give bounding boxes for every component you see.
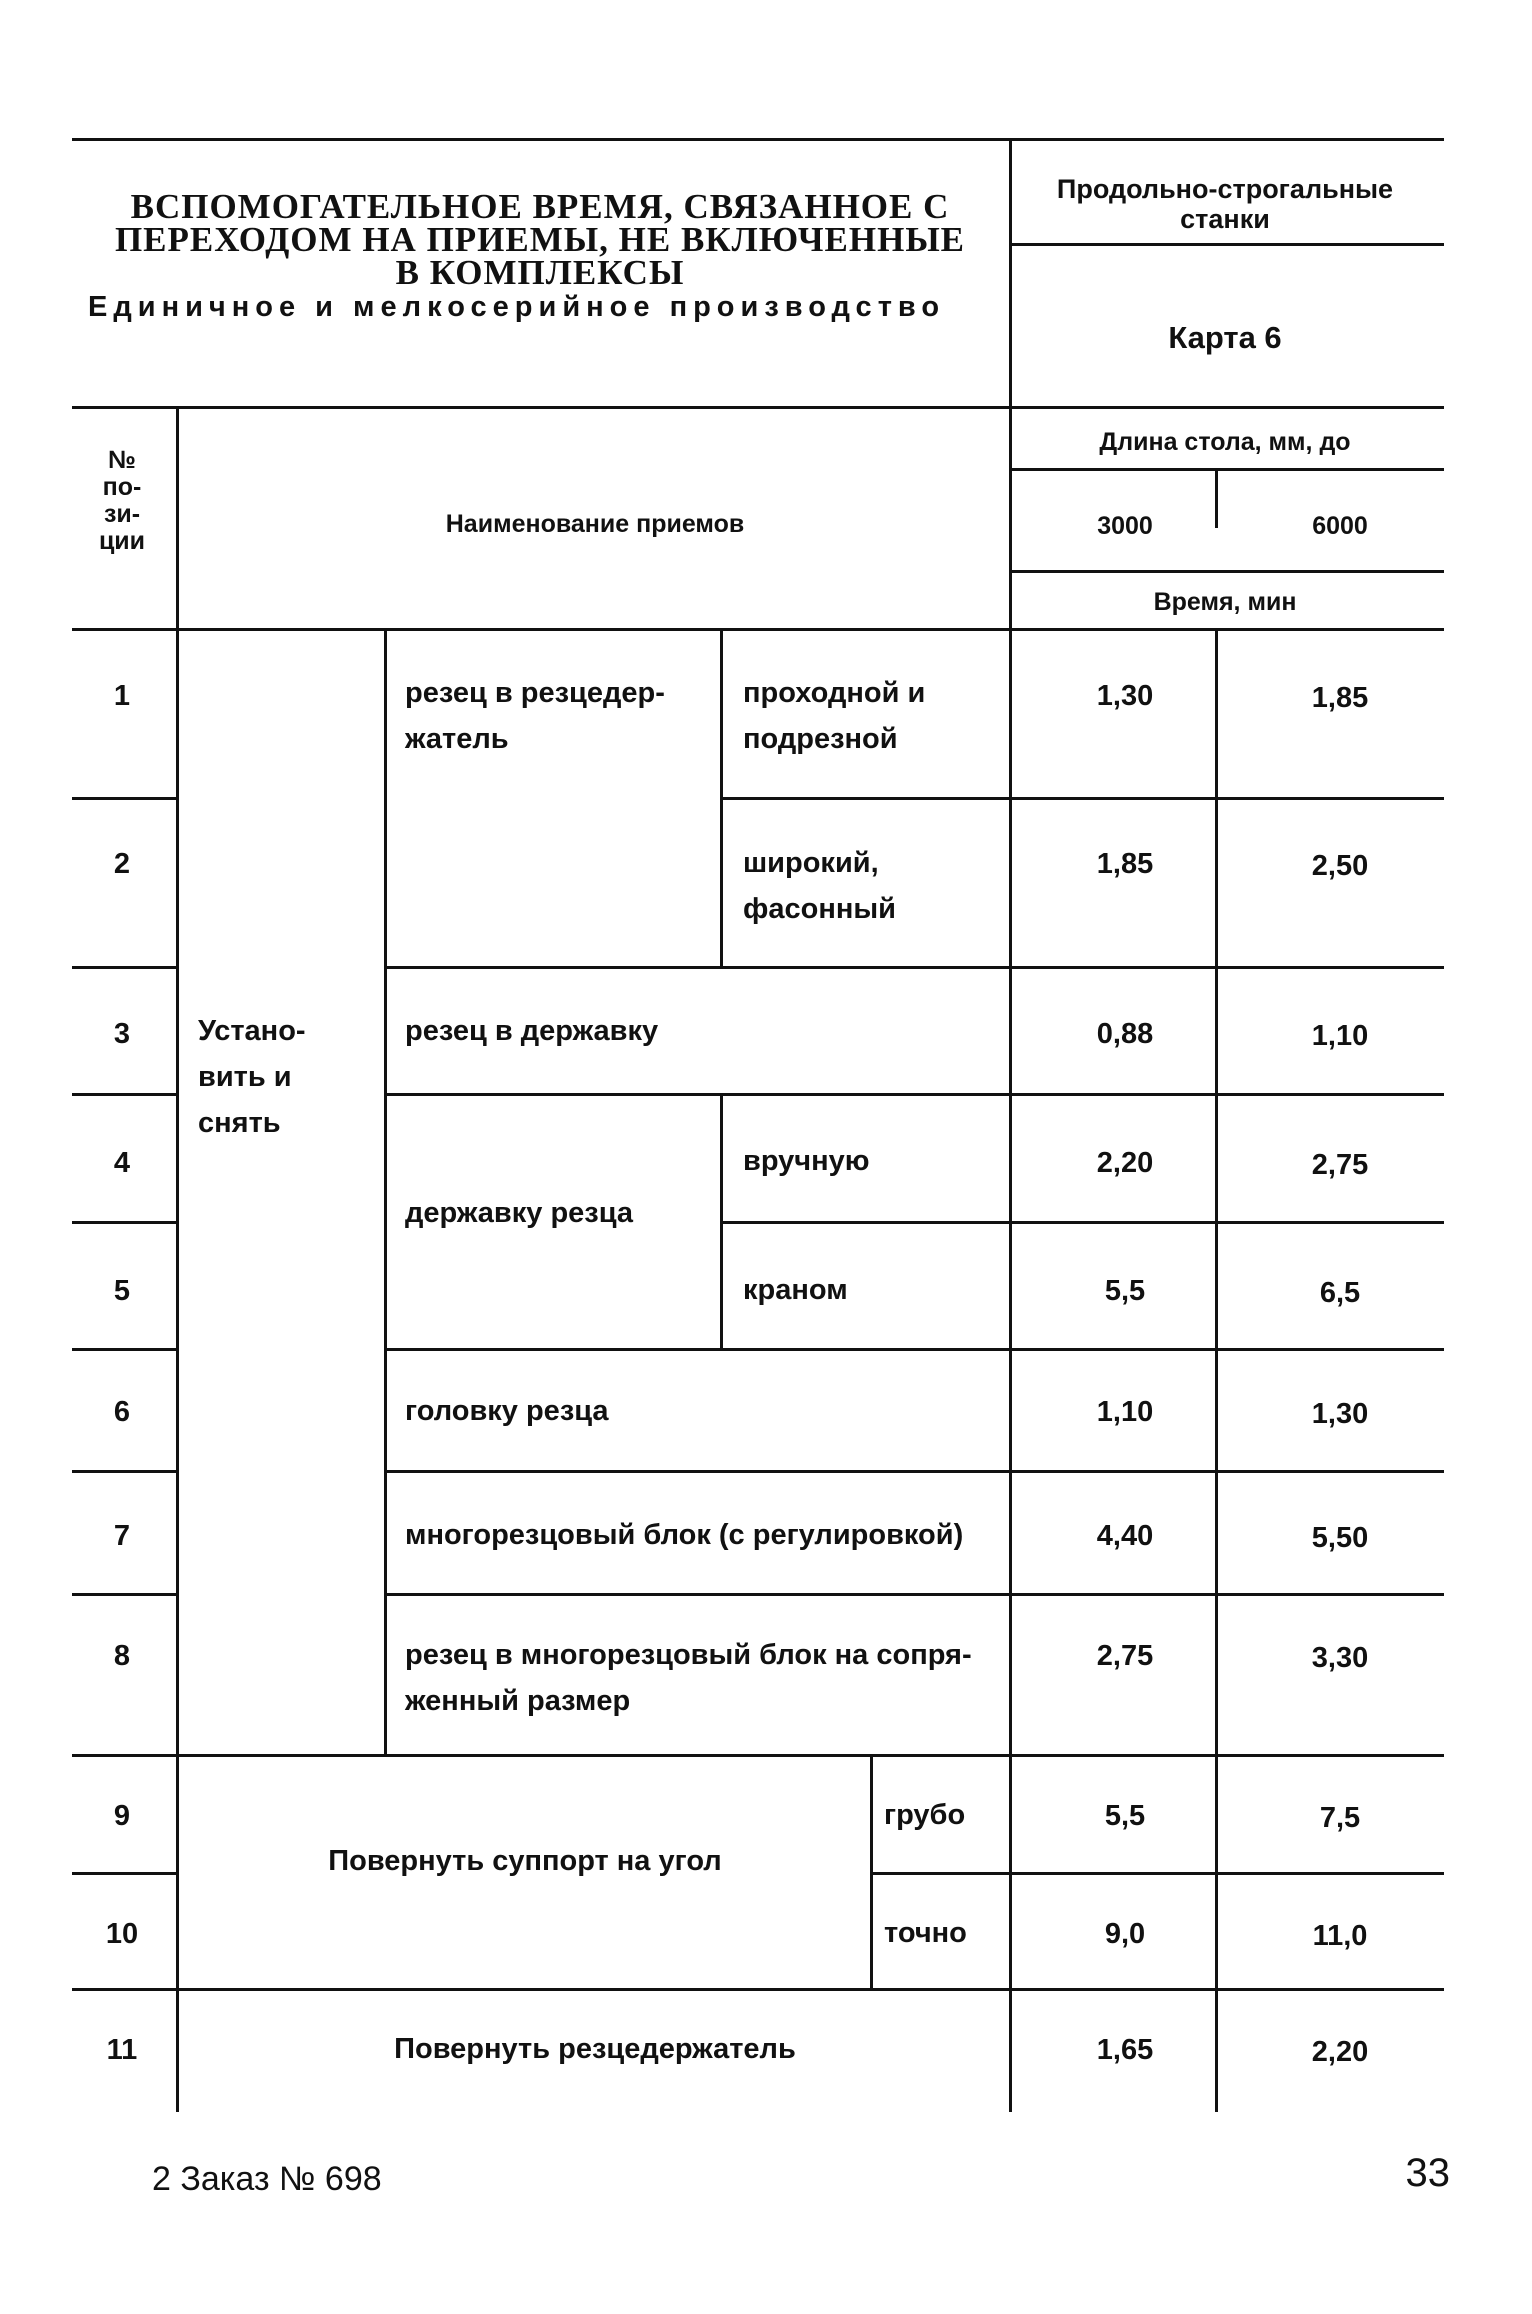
rule-top: [72, 138, 1444, 141]
rule-row-4-5-left: [72, 1221, 178, 1224]
operation-label-line: Повернуть резцедержатель: [394, 2033, 796, 2065]
time-3000: 2,20: [1096, 1147, 1154, 1179]
position-number: 7: [113, 1520, 131, 1552]
page-number: 33: [1405, 2151, 1450, 2195]
operation-label: [743, 670, 1013, 762]
time-6000: 1,10: [1311, 1020, 1369, 1052]
time-6000: 3,30: [1311, 1642, 1369, 1674]
position-number: 11: [106, 2034, 138, 2066]
time-3000: 0,88: [1096, 1018, 1154, 1050]
time-3000: 5,5: [1104, 1275, 1146, 1307]
rule-header-bottom: [72, 406, 1444, 409]
operation-label-line: женный размер: [405, 1685, 631, 1717]
time-6000: 1,30: [1311, 1398, 1369, 1430]
rule-length-header: [1012, 468, 1444, 471]
position-number-header: [72, 447, 172, 555]
time-3000: 1,85: [1096, 848, 1154, 880]
time-6000: 11,0: [1312, 1920, 1368, 1952]
operation-label: [743, 840, 1013, 932]
order-number: 2 Заказ № 698: [152, 2160, 382, 2198]
time-6000: 1,85: [1311, 682, 1369, 714]
install-remove-line: Устано-: [198, 1015, 306, 1047]
position-number: 3: [113, 1018, 131, 1050]
position-number: 4: [113, 1147, 131, 1179]
rule-row-3-4-left: [72, 1093, 178, 1096]
operation-label-line: краном: [743, 1274, 848, 1306]
position-header-line: ции: [98, 527, 146, 555]
rule-column-header-bottom: [72, 628, 1444, 631]
page-title: [70, 187, 1010, 292]
install-remove-line: вить и: [198, 1061, 292, 1093]
rule-col-length-split: [1215, 468, 1218, 528]
operation-label-line: фасонный: [743, 893, 896, 925]
rule-row-9-10-right: [872, 1872, 1444, 1875]
rule-row-2-3-right: [385, 966, 1444, 969]
position-number: 8: [113, 1640, 131, 1672]
rule-row-7-8-left: [72, 1593, 178, 1596]
operation-label: [743, 1138, 1013, 1184]
machine-type: [1020, 174, 1430, 234]
title-line: В КОМПЛЕКСЫ: [395, 253, 685, 292]
rule-row-1-2-right: [722, 797, 1444, 800]
time-6000: 2,20: [1311, 2036, 1369, 2068]
operation-label-line: точно: [884, 1917, 967, 1949]
rule-row-6-7-left: [72, 1470, 178, 1473]
time-3000: 2,75: [1096, 1640, 1154, 1672]
operation-label-line: многорезцовый блок (с регулировкой): [405, 1519, 964, 1551]
length-6000-header: 6000: [1312, 512, 1368, 540]
operation-label-line: резец в державку: [405, 1015, 659, 1047]
operation-label: [405, 1632, 1015, 1724]
time-6000: 6,5: [1319, 1277, 1361, 1309]
production-type: Единичное и мелкосерийное производство: [88, 291, 946, 323]
operation-label: [743, 1267, 1013, 1313]
time-3000: 1,65: [1096, 2034, 1154, 2066]
cutter-in-holder-line: жатель: [405, 723, 509, 755]
rule-row-2-3-left: [72, 966, 178, 969]
operation-label: [884, 1792, 1014, 1838]
rule-length-values: [1012, 570, 1444, 573]
rule-col-subtype-b: [720, 1093, 723, 1348]
operation-label-line: грубо: [884, 1799, 966, 1831]
cutter-in-holder-line: резец в резцедер-: [405, 677, 665, 709]
time-6000: 7,5: [1319, 1802, 1361, 1834]
position-number: 2: [113, 848, 131, 880]
position-header-line: зи-: [103, 500, 141, 528]
operation-label: [405, 1512, 1015, 1558]
operation-name-header: Наименование приемов: [445, 510, 745, 538]
position-number: 9: [113, 1800, 131, 1832]
operation-label: [884, 1910, 1014, 1956]
title-line: ПЕРЕХОДОМ НА ПРИЕМЫ, НЕ ВКЛЮЧЕННЫЕ: [114, 220, 966, 259]
operation-label-line: подрезной: [743, 723, 898, 755]
title-line: ВСПОМОГАТЕЛЬНОЕ ВРЕМЯ, СВЯЗАННОЕ С: [130, 187, 950, 226]
time-6000: 5,50: [1311, 1522, 1369, 1554]
rule-row-7-8-right: [385, 1593, 1444, 1596]
install-remove-label: [198, 1008, 378, 1146]
machine-type-line: Продольно-строгальные: [1056, 174, 1394, 204]
time-3000: 9,0: [1104, 1918, 1146, 1950]
length-3000-header: 3000: [1097, 512, 1153, 540]
turn-support-label: Повернуть суппорт на угол: [328, 1845, 722, 1877]
position-number: 6: [113, 1396, 131, 1428]
table-length-header: Длина стола, мм, до: [1099, 428, 1351, 456]
position-number: 5: [113, 1275, 131, 1307]
rule-col-position: [176, 406, 179, 2112]
rule-machine-type: [1012, 243, 1444, 246]
operation-label: [405, 1388, 1005, 1434]
rule-row-3-4-right: [385, 1093, 1444, 1096]
time-3000: 1,10: [1096, 1396, 1154, 1428]
position-number: 10: [105, 1918, 139, 1950]
cutter-in-holder-label: [405, 670, 715, 762]
rule-row-8-9: [72, 1754, 1444, 1757]
position-number: 1: [113, 680, 131, 712]
rule-row-5-6-right: [385, 1348, 1444, 1351]
rule-col-install-remove: [384, 628, 387, 1754]
rule-col-precision: [870, 1754, 873, 1988]
operation-label: [405, 1008, 1005, 1054]
time-3000: 5,5: [1104, 1800, 1146, 1832]
machine-type-line: станки: [1180, 204, 1270, 234]
operation-label-line: проходной и: [743, 677, 926, 709]
position-header-line: №: [108, 446, 136, 474]
rule-row-6-7-right: [385, 1470, 1444, 1473]
rule-col-time-split: [1215, 628, 1218, 2112]
cutter-holder-label: державку резца: [405, 1197, 634, 1229]
operation-label-line: резец в многорезцовый блок на сопря-: [405, 1639, 972, 1671]
card-number: Карта 6: [1168, 320, 1282, 355]
rule-row-1-2-left: [72, 797, 178, 800]
rule-row-9-10-left: [72, 1872, 178, 1875]
position-header-line: по-: [102, 473, 142, 501]
operation-label-line: вручную: [743, 1145, 870, 1177]
rule-row-4-5-right: [722, 1221, 1444, 1224]
rule-row-5-6-left: [72, 1348, 178, 1351]
rule-row-10-11: [72, 1988, 1444, 1991]
rule-col-values: [1009, 138, 1012, 2112]
time-header: Время, мин: [1153, 588, 1297, 616]
time-3000: 4,40: [1096, 1520, 1154, 1552]
time-6000: 2,50: [1311, 850, 1369, 882]
install-remove-line: снять: [198, 1107, 281, 1139]
operation-label-line: головку резца: [405, 1395, 609, 1427]
operation-label-line: широкий,: [743, 847, 879, 879]
rule-col-subtype-a: [720, 628, 723, 966]
time-3000: 1,30: [1096, 680, 1154, 712]
operation-label: [180, 2026, 1010, 2072]
time-6000: 2,75: [1311, 1149, 1369, 1181]
